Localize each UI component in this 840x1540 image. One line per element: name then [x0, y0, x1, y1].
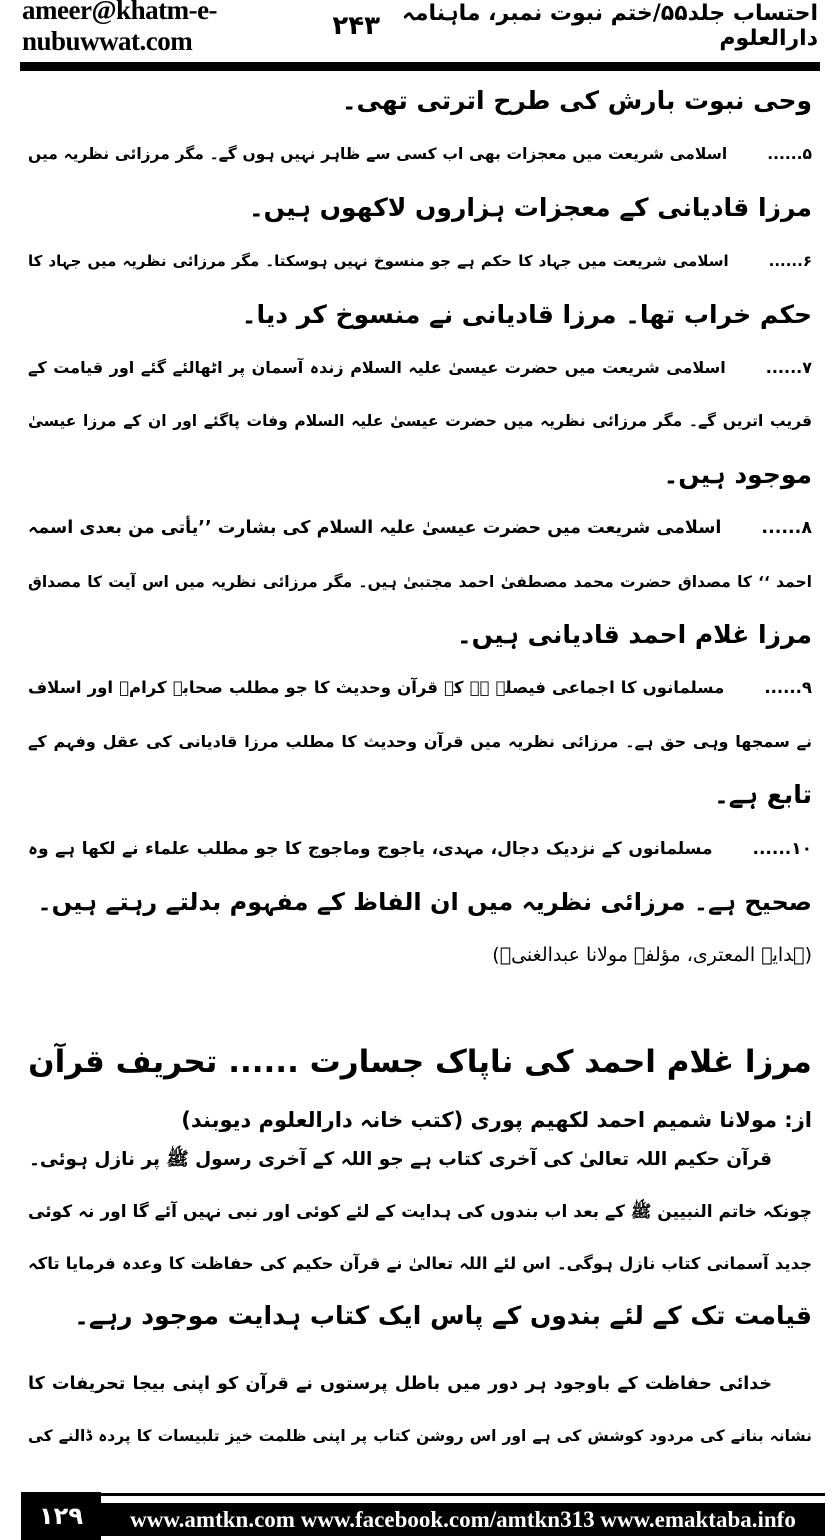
- item-number: ۷......: [765, 358, 812, 377]
- footer-rule: [101, 1493, 825, 1496]
- article-byline: از: مولانا شمیم احمد لکھیم پوری (کتب خانہ دارالعلوم دیوبند): [181, 1108, 812, 1132]
- article-line: چونکہ خاتم النبیین ﷺ کے بعد اب بندوں کی ہدایت کے لئے کوئی اور نبی نہیں آئے گا اور نہ کوئی: [28, 1202, 812, 1222]
- header-page-number: ۲۴۳: [332, 11, 381, 41]
- header-left: [22, 0, 380, 57]
- line-text: وحی نبوت بارش کی طرح اترتی تھی۔: [341, 86, 812, 115]
- numbered-item-line: [28, 134, 812, 174]
- item-number: ۸......: [761, 518, 812, 539]
- line-text: نے سمجھا وہی حق ہے۔ مرزائی نظریہ میں قرآن وحدیث کا مطلب مرزا قادیانی کی عقل وفہم کے: [28, 731, 812, 751]
- text-line: [28, 775, 812, 815]
- line-text: احمد ‘‘ کا مصداق حضرت محمد مصطفیٰ احمد مجتبیٰ ہیں۔ مگر مرزائی نظریہ میں اس آیت کا مصداق: [28, 572, 812, 591]
- line-text: اسلامی شریعت میں جہاد کا حکم ہے جو منسوخ نہیں ہوسکتا۔ مگر مرزائی نظریہ میں جہاد کا: [28, 252, 729, 271]
- article-line: جدید آسمانی کتاب نازل ہوگی۔ اس لئے اللہ تعالیٰ نے قرآن حکیم کی حفاظت کا وعدہ فرمایا تاکہ: [28, 1254, 812, 1273]
- line-text: مسلمانوں کے نزدیک دجال، مہدی، یاجوج وماجوج کا جو مطلب علماء نے لکھا ہے وہ: [28, 838, 713, 859]
- text-line: [28, 81, 812, 121]
- text-line: [28, 562, 812, 602]
- text-line: [28, 401, 812, 441]
- text-line: [28, 455, 812, 495]
- numbered-item-line: [28, 241, 812, 281]
- line-text: صحیح ہے۔ مرزائی نظریہ میں ان الفاظ کے مفہوم بدلتے رہتے ہیں۔: [37, 888, 812, 916]
- text-line: [28, 615, 812, 655]
- line-text: قریب اتریں گے۔ مگر مرزائی نظریہ میں حضرت عیسیٰ علیہ السلام وفات پاگئے اور ان کے مرزا عیسیٰ: [28, 412, 812, 431]
- text-line: [28, 188, 812, 228]
- page-header: [22, 0, 818, 56]
- numbered-item-line: [28, 668, 812, 708]
- line-text: اسلامی شریعت میں حضرت عیسیٰ علیہ السلام زندہ آسمان پر اٹھالئے گئے اور قیامت کے: [28, 358, 726, 377]
- line-text: حکم خراب تھا۔ مرزا قادیانی نے منسوخ کر دیا۔: [241, 299, 812, 329]
- numbered-item-line: [28, 508, 812, 548]
- article-title: مرزا غلام احمد کی ناپاک جسارت ...... تحریف قرآن: [28, 1044, 812, 1080]
- line-text: تابع ہے۔: [714, 780, 812, 810]
- citation: (ہدایۃ المعتری، مؤلفہ مولانا عبدالغنیؒ): [492, 944, 812, 966]
- item-number: ۶......: [768, 252, 812, 271]
- text-line: [28, 882, 812, 922]
- article-line: خدائی حفاظت کے باوجود ہر دور میں باطل پرستوں نے قرآن کو اپنی بیجا تحریفات کا: [28, 1374, 772, 1394]
- text-line: [28, 295, 812, 335]
- footer-page-number: ۱۲۹: [21, 1492, 101, 1540]
- numbered-item-line: [28, 829, 812, 869]
- article-line: قرآن حکیم اللہ تعالیٰ کی آخری کتاب ہے جو اللہ کے آخری رسول ﷺ پر نازل ہوئی۔: [29, 1149, 772, 1170]
- line-text: اسلامی شریعت میں معجزات بھی اب کسی سے ظاہر نہیں ہوں گے۔ مگر مرزائی نظریہ میں: [28, 145, 728, 164]
- line-text: مرزا قادیانی کے معجزات ہزاروں لاکھوں ہیں۔: [248, 192, 812, 222]
- footer-links: www.amtkn.com www.facebook.com/amtkn313 www.emaktaba.info: [101, 1503, 825, 1536]
- header-rule: [20, 62, 820, 71]
- article-line: قیامت تک کے لئے بندوں کے پاس ایک کتاب ہدایت موجود رہے۔: [74, 1301, 812, 1330]
- header-email: ameer@khatm-e-nubuwwat.com: [22, 0, 218, 56]
- line-text: اسلامی شریعت میں حضرت عیسیٰ علیہ السلام کی بشارت ’’یأتی من بعدی اسمہ: [28, 518, 722, 539]
- item-number: ۹......: [764, 678, 812, 698]
- header-publication-title: احتساب جلد۵۵/ختم نبوت نمبر، ماہنامہ دارالعلوم: [401, 1, 818, 51]
- line-text: مسلمانوں کا اجماعی فیصلہ ہے کہ قرآن وحدیث کا جو مطلب صحابہ کرامؓ اور اسلاف: [28, 678, 725, 698]
- item-number: ۵......: [767, 145, 812, 164]
- line-text: مرزا غلام احمد قادیانی ہیں۔: [456, 620, 812, 649]
- article-line: نشانہ بنانے کی مردود کوشش کی ہے اور اس روشن کتاب پر اپنی ظلمت خیز تلبیسات کا پردہ ڈالنے کی: [28, 1427, 812, 1445]
- numbered-item-line: [28, 348, 812, 388]
- item-number: ۱۰......: [752, 838, 812, 859]
- line-text: موجود ہیں۔: [663, 459, 812, 489]
- text-line: [28, 722, 812, 762]
